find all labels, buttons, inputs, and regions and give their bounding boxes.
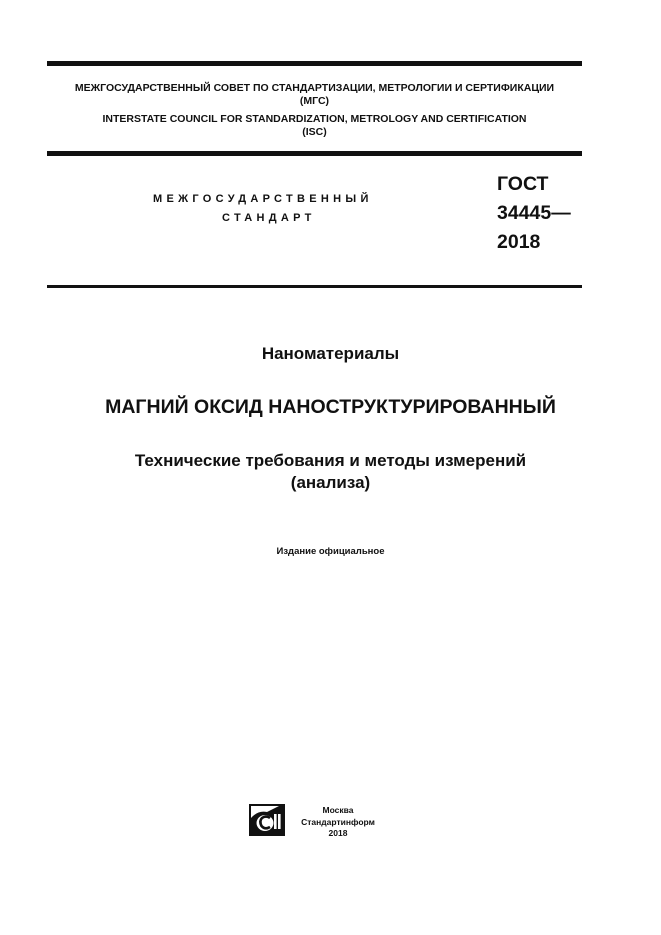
council-abbr-ru: (МГС) (299, 95, 330, 107)
standartinform-logo-icon (249, 804, 285, 836)
edition-label: Издание официальное (276, 546, 385, 557)
publisher-city: Москва (322, 805, 354, 815)
council-name-ru: МЕЖГОСУДАРСТВЕННЫЙ СОВЕТ ПО СТАНДАРТИЗАЦИИ, МЕТРОЛОГИИ И СЕРТИФИКАЦИИ (74, 82, 555, 94)
publisher-year: 2018 (328, 828, 348, 838)
designation-bottom-rule (47, 285, 582, 288)
header-bottom-rule (47, 151, 582, 156)
gost-designation (497, 170, 571, 257)
publisher-block (300, 805, 376, 840)
publisher-name: Стандартинформ (301, 816, 375, 827)
document-main-title: МАГНИЙ ОКСИД НАНОСТРУКТУРИРОВАННЫЙ (105, 396, 556, 418)
gost-number: 34445— (497, 202, 571, 224)
document-category: Наноматериалы (261, 344, 400, 363)
subtitle-line1: Технические требования и методы измерений (134, 451, 527, 470)
standard-type-line1: МЕЖГОСУДАРСТВЕННЫЙ (153, 193, 373, 205)
gost-year: 2018 (497, 231, 541, 253)
document-subtitle (0, 450, 661, 494)
standard-type-line2: СТАНДАРТ (222, 212, 316, 224)
subtitle-line2: (анализа) (290, 473, 371, 492)
gost-prefix: ГОСТ (497, 173, 549, 195)
top-rule (47, 61, 582, 66)
council-name-en: INTERSTATE COUNCIL FOR STANDARDIZATION, METROLOGY AND CERTIFICATION (102, 113, 527, 125)
council-abbr-en: (ISC) (302, 126, 327, 138)
